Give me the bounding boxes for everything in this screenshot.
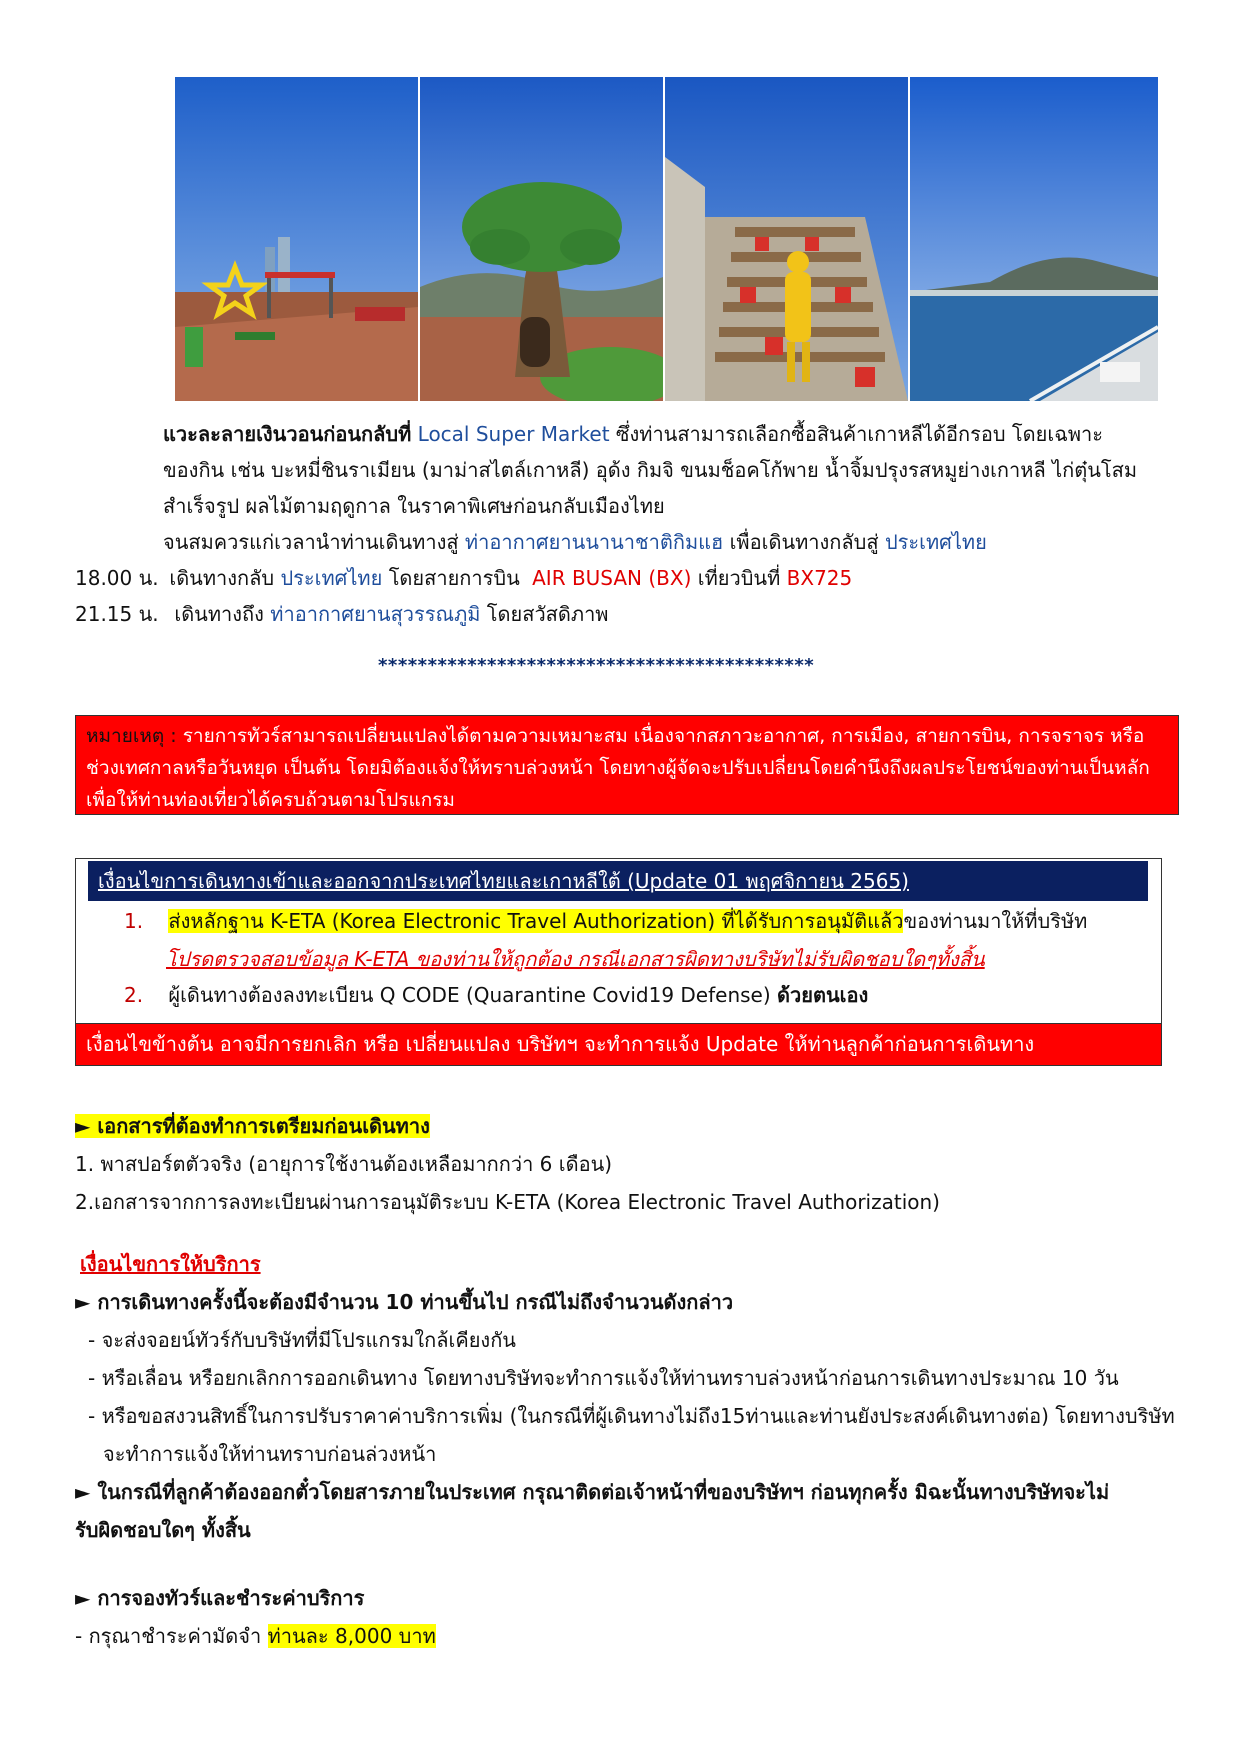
documents-title-text: ► เอกสารที่ต้องทำการเตรียมก่อนเดินทาง [75, 1114, 430, 1138]
market-name: Local Super Market [417, 422, 610, 446]
sea-view-photo [910, 77, 1158, 401]
condition-item-1 [124, 903, 1087, 939]
schedule-place: ประเทศไทย [280, 566, 383, 590]
schedule-text-3: เที่ยวบินที่ [697, 566, 781, 590]
document-item: 2.เอกสารจากการลงทะเบียนผ่านการอนุมัติระบบ K-ETA (Korea Electronic Travel Authorization) [75, 1190, 940, 1214]
schedule-place: ท่าอากาศยานสุวรรณภูมิ [270, 602, 481, 626]
item-number: 1. [124, 909, 144, 933]
destination-country: ประเทศไทย [884, 530, 987, 554]
schedule-row-1 [75, 560, 852, 596]
flight-number: BX725 [786, 566, 853, 590]
item-text: ผู้เดินทางต้องลงทะเบียน Q CODE (Quarantine Covid19 Defense) [168, 983, 771, 1007]
k-eta-warning: โปรดตรวจสอบข้อมูล K-ETA ของท่านให้ถูกต้อง กรณีเอกสารผิดทางบริษัทไม่รับผิดชอบใดๆทั้งสิ้น [166, 947, 985, 971]
depart-line [163, 524, 987, 560]
schedule-text-2: โดยสวัสดิภาพ [486, 602, 609, 626]
item-number: 2. [124, 983, 144, 1007]
service-title: เงื่อนไขการให้บริการ [80, 1252, 261, 1276]
item-bold: ด้วยตนเอง [777, 983, 869, 1007]
documents-title [75, 1108, 430, 1144]
travel-conditions-box [75, 858, 1162, 1066]
conditions-footer: เงื่อนไขข้างต้น อาจมีการยกเลิก หรือ เปลี่ยนแปลง บริษัทฯ จะทำการแจ้ง Update ให้ท่านลูกค้าก่อนการเดินทาง [76, 1023, 1161, 1065]
star-divider: ******************************************** [378, 655, 815, 676]
k-eta-highlight: ส่งหลักฐาน K-ETA (Korea Electronic Travel Authorization) ที่ได้รับการอนุมัติแล้ว [168, 909, 904, 933]
service-sub-1: - จะส่งจอยน์ทัวร์กับบริษัทที่มีโปรแกรมใกล้เคียงกัน [88, 1328, 516, 1352]
depart-text-2: เพื่อเดินทางกลับสู่ [729, 530, 879, 554]
schedule-row-2 [75, 596, 608, 632]
booking-title: ► การจองทัวร์และชำระค่าบริการ [75, 1586, 365, 1610]
service-point-1: ► การเดินทางครั้งนี้จะต้องมีจำนวน 10 ท่านขึ้นไป กรณีไม่ถึงจำนวนดังกล่าว [75, 1290, 734, 1314]
service-sub-2: - หรือเลื่อน หรือยกเลิกการออกเดินทาง โดยทางบริษัทจะทำการแจ้งให้ท่านทราบล่วงหน้าก่อนการเดินทางประมาณ 10 วัน [88, 1366, 1119, 1390]
schedule-time: 21.15 น. [75, 602, 159, 626]
conditions-header: เงื่อนไขการเดินทางเข้าและออกจากประเทศไทยและเกาหลีใต้ (Update 01 พฤศจิกายน 2565) [88, 861, 1148, 901]
deposit-amount: ท่านละ 8,000 บาท [267, 1624, 436, 1648]
gimhae-airport: ท่าอากาศยานนานาชาติกิมแฮ [464, 530, 724, 554]
service-sub-3-cont: จะทำการแจ้งให้ท่านทราบก่อนล่วงหน้า [103, 1442, 437, 1466]
document-item: 1. พาสปอร์ตตัวจริง (อายุการใช้งานต้องเหลือมากกว่า 6 เดือน) [75, 1152, 613, 1176]
schedule-text: เดินทางถึง [174, 602, 264, 626]
schedule-time: 18.00 น. [75, 566, 159, 590]
service-sub-3: - หรือขอสงวนสิทธิ์ในการปรับราคาค่าบริการเพิ่ม (ในกรณีที่ผู้เดินทางไม่ถึง15ท่านและท่านยังประสงค์เดินทางต่อ) โดยทางบริษัท [88, 1404, 1175, 1428]
remark-label: หมายเหตุ : [86, 725, 177, 747]
deposit-text: - กรุณาชำระค่ามัดจำ [75, 1624, 262, 1648]
service-point-2-cont: รับผิดชอบใดๆ ทั้งสิ้น [75, 1518, 251, 1542]
airline-name: AIR BUSAN (BX) [532, 566, 692, 590]
remark-box [75, 715, 1179, 815]
stairs-statue-photo [665, 77, 908, 401]
tree-sculpture-photo [420, 77, 663, 401]
booking-deposit [75, 1618, 436, 1654]
rooftop-park-photo [175, 77, 418, 401]
item-text: ของท่านมาให้ที่บริษัท [903, 909, 1088, 933]
photo-strip [175, 77, 1158, 401]
intro-paragraph [163, 416, 1163, 524]
remark-text: รายการทัวร์สามารถเปลี่ยนแปลงได้ตามความเหมาะสม เนื่องจากสภาวะอากาศ, การเมือง, สายการบิน, การจราจร หรือช่วงเทศกาลหรือวันหยุด เป็นต้น โดยมิต้องแจ้งให้ทราบล่วงหน้า โดยทางผู้จัดจะปรับเปลี่ยนโดยคำนึงถึงผลประโยชน์ของท่านเป็นหลัก เพื่อให้ท่านท่องเที่ยวได้ครบถ้วนตามโปรแกรม [86, 725, 1150, 811]
depart-text: จนสมควรแก่เวลานำท่านเดินทางสู่ [163, 530, 459, 554]
intro-lead: แวะละลายเงินวอนก่อนกลับที่ [163, 422, 412, 446]
intro-text: ซึ่งท่านสามารถเลือกซื้อสินค้าเกาหลีได้อีกรอบ โดยเฉพาะของกิน เช่น บะหมี่ชินราเมียน (มาม่าสไตล์เกาหลี) อุด้ง กิมจิ ขนมช็อคโก้พาย น้ำจิ้มปรุงรสหมูย่างเกาหลี ไก่ตุ๋นโสมสำเร็จรูป ผลไม้ตามฤดูกาล ในราคาพิเศษก่อนกลับเมืองไทย [163, 422, 1138, 518]
schedule-text: เดินทางกลับ [169, 566, 275, 590]
service-point-2: ► ในกรณีที่ลูกค้าต้องออกตั๋วโดยสารภายในประเทศ กรุณาติดต่อเจ้าหน้าที่ของบริษัทฯ ก่อนทุกครั้ง มิฉะนั้นทางบริษัทจะไม่ [75, 1480, 1110, 1504]
condition-item-2 [124, 977, 868, 1013]
schedule-text-2: โดยสายการบิน [388, 566, 520, 590]
